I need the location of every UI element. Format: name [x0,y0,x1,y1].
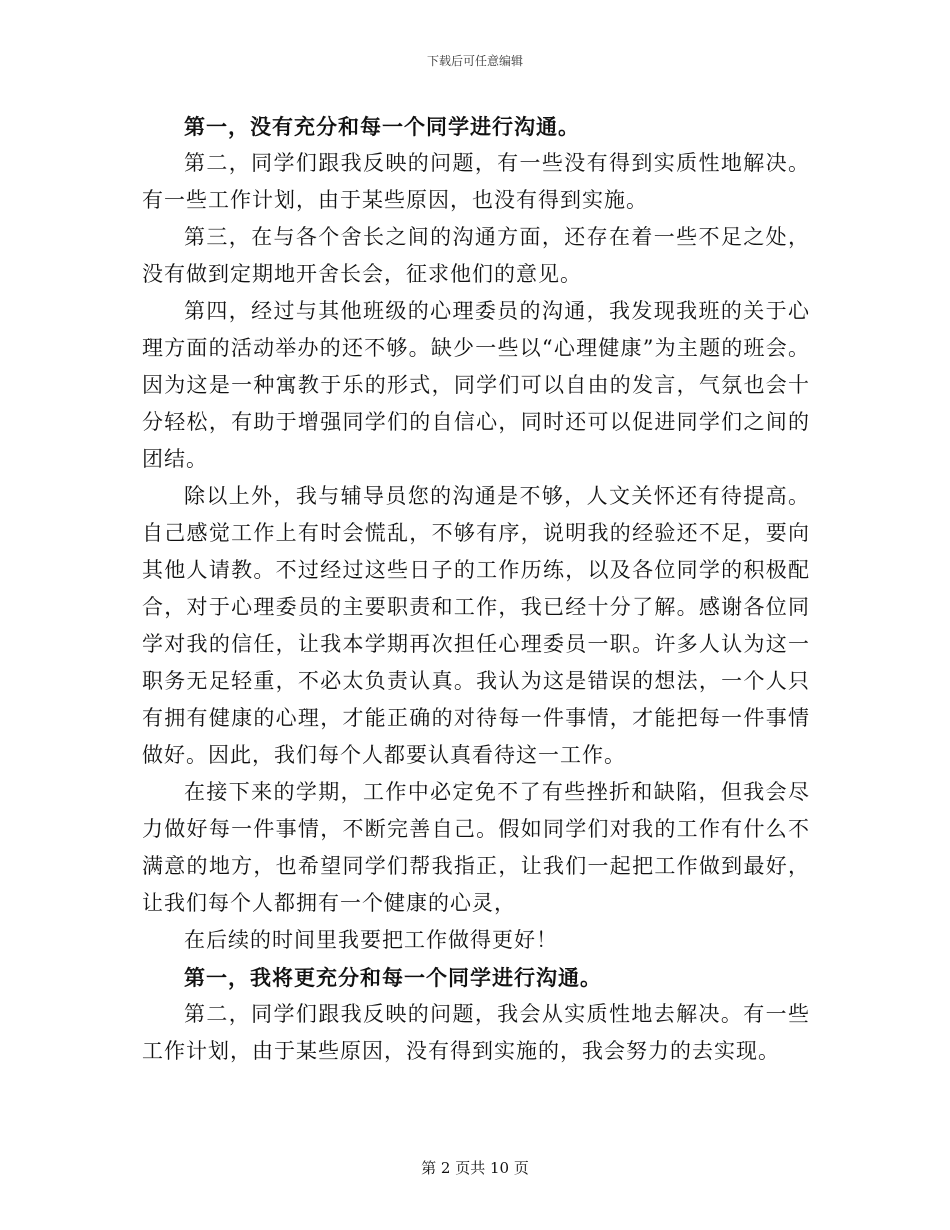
paragraph-future-intro: 在后续的时间里我要把工作做得更好！ [184,928,558,952]
paragraph-next-semester: 在接下来的学期，工作中必定免不了有些挫折和缺陷，但我会尽力做好每一件事情，不断完善自己。假如同学们对我的工作有什么不满意的地方，也希望同学们帮我指正，让我们一起把工作做到最好，让我们每个人都拥有一个健康的心灵， [142,780,810,915]
page-header: 下载后可任意编辑 [426,54,523,68]
paragraph-point-four: 第四，经过与其他班级的心理委员的沟通，我发现我班的关于心理方面的活动举办的还不够。缺少一些以“心理健康”为主题的班会。因为这是一种寓教于乐的形式，同学们可以自由的发言，气氛也会十分轻松，有助于增强同学们的自信心，同时还可以促进同学们之间的团结。 [142,299,810,471]
paragraph-additional: 除以上外，我与辅导员您的沟通是不够，人文关怀还有待提高。自己感觉工作上有时会慌乱，不够有序，说明我的经验还不足，要向其他人请教。不过经过这些日子的工作历练，以及各位同学的积极配合，对于心理委员的主要职责和工作，我已经十分了解。感谢各位同学对我的信任，让我本学期再次担任心理委员一职。许多人认为这一职务无足轻重，不必太负责认真。我认为这是错误的想法，一个人只有拥有健康的心理，才能正确的对待每一件事情，才能把每一件事情做好。因此，我们每个人都要认真看待这一工作。 [142,484,810,767]
paragraph-point-two: 第二，同学们跟我反映的问题，有一些没有得到实质性地解决。有一些工作计划，由于某些原因，也没有得到实施。 [142,151,810,212]
paragraph-point-one: 第一，没有充分和每一个同学进行沟通。 [184,114,580,139]
page-number-footer: 第 2 页共 10 页 [421,1159,529,1177]
paragraph-point-three: 第三，在与各个舍长之间的沟通方面，还存在着一些不足之处，没有做到定期地开舍长会，征求他们的意见。 [142,225,810,286]
document-body [142,108,810,1070]
paragraph-plan-two: 第二，同学们跟我反映的问题，我会从实质性地去解决。有一些工作计划，由于某些原因，没有得到实施的，我会努力的去实现。 [142,1002,810,1063]
paragraph-plan-one: 第一，我将更充分和每一个同学进行沟通。 [184,965,602,990]
